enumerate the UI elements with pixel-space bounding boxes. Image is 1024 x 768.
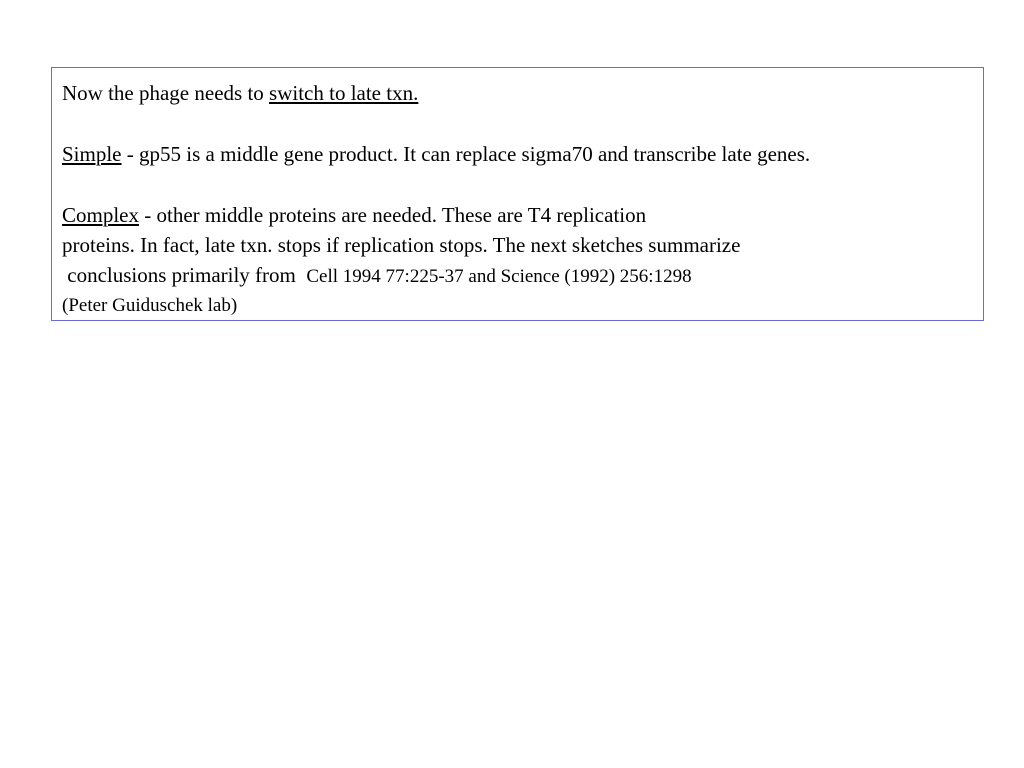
spacer xyxy=(62,108,983,139)
lab-line: (Peter Guiduschek lab) xyxy=(62,295,238,316)
spacer xyxy=(62,169,983,200)
simple-text: - gp55 is a middle gene product. It can replace sigma70 and transcribe late genes. xyxy=(121,142,811,166)
slide-text-box xyxy=(51,67,984,321)
complex-line-1 xyxy=(62,200,983,230)
citation: Cell 1994 77:225-37 and Science (1992) 256:1298 xyxy=(306,266,692,287)
complex-term: Complex xyxy=(62,203,139,227)
complex-line-2: proteins. In fact, late txn. stops if replication stops. The next sketches summarize xyxy=(62,233,741,257)
intro-underlined: switch to late txn. xyxy=(269,81,419,105)
intro-prefix: Now the phage needs to xyxy=(62,81,270,105)
complex-line3-prefix: conclusions primarily from xyxy=(62,263,302,287)
simple-term: Simple xyxy=(62,142,122,166)
simple-line xyxy=(62,139,983,169)
intro-line xyxy=(62,78,983,108)
complex-line-3 xyxy=(62,260,983,292)
complex-text: - other middle proteins are needed. These are T4 replication xyxy=(139,203,647,227)
